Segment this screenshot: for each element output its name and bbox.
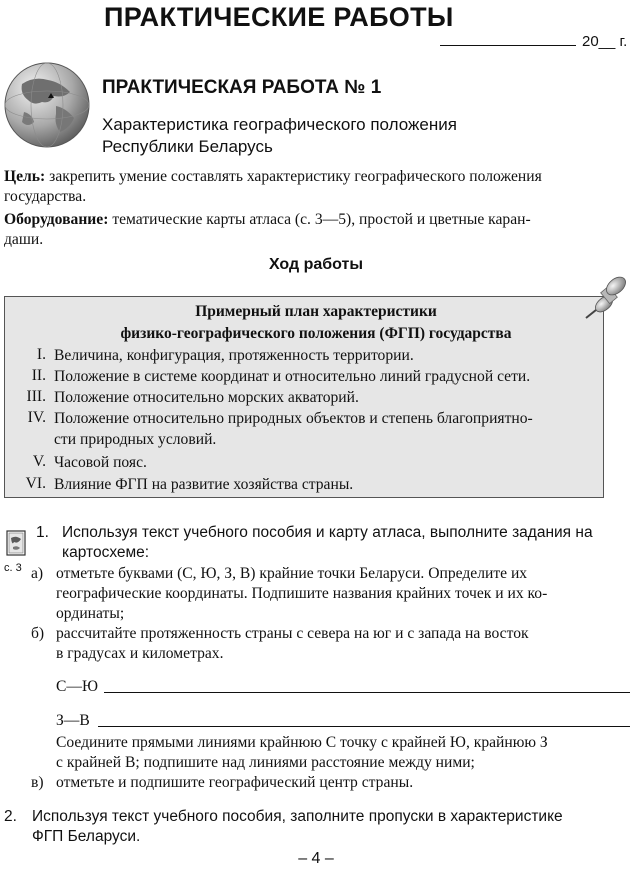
task1-line: Используя текст учебного пособия и карту атласа, выполните задания на	[62, 524, 593, 541]
work-subtitle-line: Характеристика географического положения	[102, 115, 457, 134]
west-east-answer-line[interactable]	[98, 726, 630, 727]
work-title: ПРАКТИЧЕСКАЯ РАБОТА № 1	[102, 77, 382, 98]
connect-line: Соедините прямыми линиями крайнюю С точку с крайней Ю, крайнюю З	[56, 734, 548, 751]
equipment-paragraph	[4, 210, 630, 250]
north-south-label: С—Ю	[56, 678, 99, 695]
plan-item-text	[54, 408, 594, 450]
subtask-label: а)	[31, 565, 44, 582]
plan-item-text: Часовой пояс.	[54, 454, 147, 471]
plan-item-number: VI.	[25, 475, 46, 492]
connect-line: с крайней В; подпишите над линиями расстояние между ними;	[56, 754, 475, 771]
date-year-label: 20__ г.	[582, 33, 628, 50]
plan-item-number: V.	[32, 453, 46, 470]
plan-title-line: Примерный план характеристики	[195, 303, 437, 320]
equipment-label: Оборудование:	[4, 211, 109, 228]
subtask-b-text	[56, 624, 630, 664]
book-icon	[6, 530, 26, 556]
subtask-b-line: в градусах и километрах.	[56, 645, 224, 662]
plan-item-text: Положение относительно морских акваторий.	[54, 389, 359, 406]
task1-text	[62, 523, 630, 563]
goal-paragraph	[4, 167, 630, 207]
goal-text: государства.	[4, 188, 87, 205]
task-number: 2.	[4, 808, 17, 825]
subtask-label: в)	[31, 774, 44, 791]
plan-item-text: Положение в системе координат и относительно линий градусной сети.	[54, 368, 531, 385]
page-reference-label: с. 3	[4, 562, 22, 574]
connect-instruction	[56, 733, 630, 773]
work-subtitle	[102, 114, 522, 158]
task2-line: ФГП Беларуси.	[32, 828, 141, 845]
goal-label: Цель:	[4, 168, 46, 185]
globe-icon	[4, 62, 90, 148]
subtask-c-text: отметьте и подпишите географический центр страны.	[56, 774, 414, 791]
goal-text: закрепить умение составлять характеристику географического положения	[49, 168, 542, 185]
plan-item-number: III.	[26, 388, 46, 405]
plan-item-number: II.	[31, 367, 46, 384]
task2-line: Используя текст учебного пособия, заполните пропуски в характеристике	[32, 808, 563, 825]
equipment-text: тематические карты атласа (с. 3—5), простой и цветные каран-	[112, 211, 531, 228]
plan-item-line: Положение относительно природных объектов и степень благоприятно-	[54, 410, 533, 427]
north-south-answer-line[interactable]	[104, 692, 630, 693]
subtask-a-line: географические координаты. Подпишите названия крайних точек и их ко-	[56, 585, 548, 602]
plan-item-line: сти природных условий.	[54, 431, 217, 448]
page-number: – 4 –	[298, 850, 334, 867]
plan-item-number: I.	[36, 346, 46, 363]
task1-line: картосхеме:	[62, 544, 150, 561]
subtask-a-text	[56, 564, 630, 624]
plan-title-line: физико-географического положения (ФГП) государства	[120, 325, 512, 342]
subtask-b-line: рассчитайте протяженность страны с севера на юг и с запада на восток	[56, 625, 529, 642]
subtask-a-line: ординаты;	[56, 605, 125, 622]
work-subtitle-line: Республики Беларусь	[102, 137, 273, 156]
subtask-a-line: отметьте буквами (С, Ю, З, В) крайние точки Беларуси. Определите их	[56, 565, 528, 582]
plan-item-number: IV.	[27, 409, 46, 426]
page-title: ПРАКТИЧЕСКИЕ РАБОТЫ	[104, 2, 454, 32]
task-number: 1.	[36, 524, 49, 541]
procedure-heading: Ход работы	[268, 256, 364, 273]
subtask-label: б)	[31, 625, 45, 642]
equipment-text: даши.	[4, 231, 44, 248]
task2-text	[32, 807, 630, 847]
plan-item-text: Влияние ФГП на развитие хозяйства страны.	[54, 476, 354, 493]
date-fill-line	[440, 45, 576, 46]
west-east-label: З—В	[56, 712, 90, 729]
plan-item-text: Величина, конфигурация, протяженность территории.	[54, 347, 414, 364]
